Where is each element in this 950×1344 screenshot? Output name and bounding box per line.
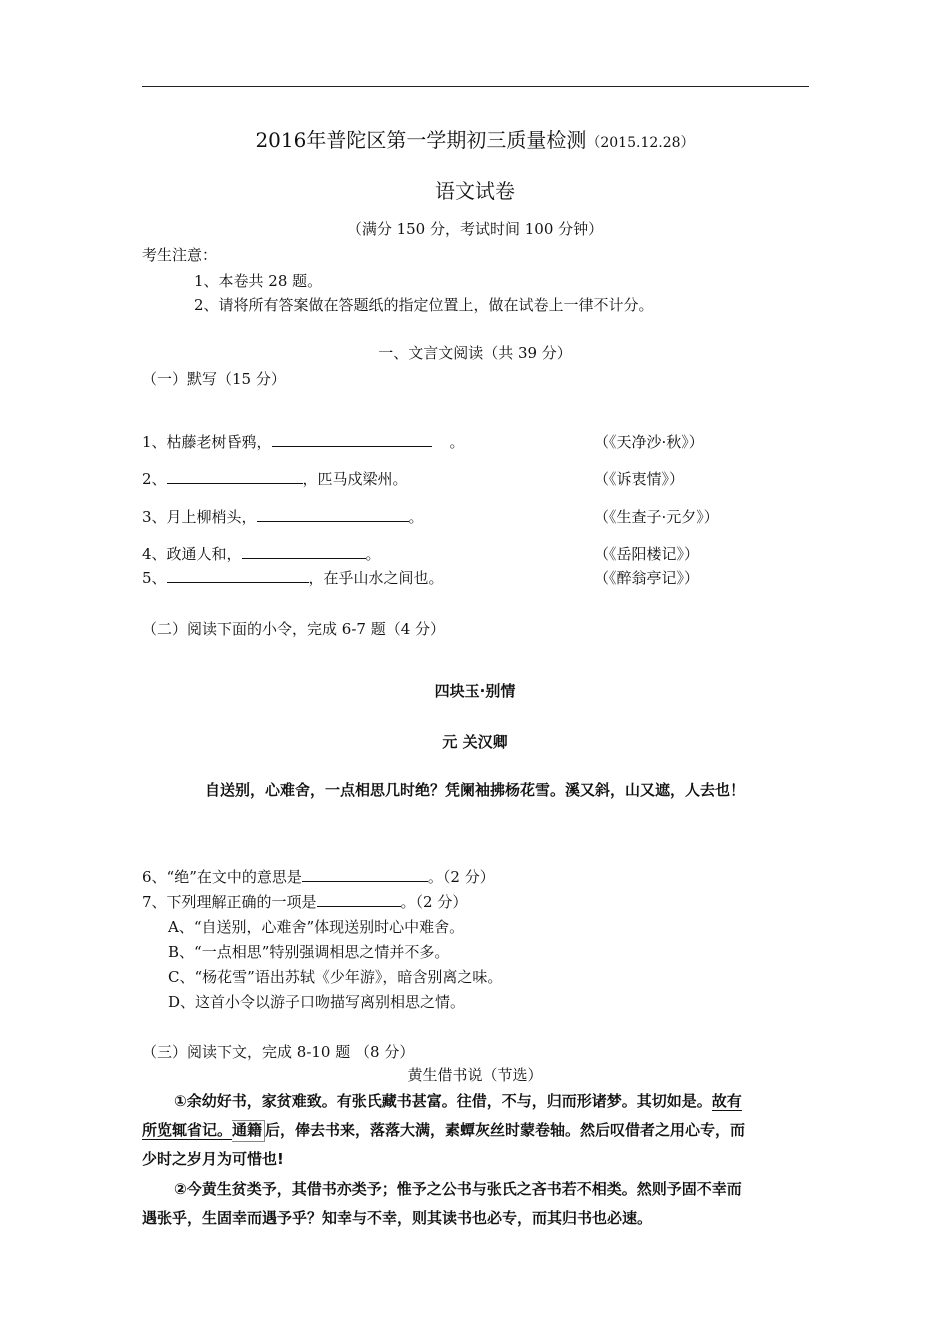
- q7-option-b: B、“一点相思”特别强调相思之情并不多。: [168, 943, 450, 961]
- p1-text-a: ①余幼好书，家贫难致。有张氏藏书甚富。往借，不与，归而形诸梦。其切如是。: [174, 1092, 712, 1110]
- q4-suffix: 。: [365, 545, 381, 563]
- passage-p1-line2: [142, 1119, 745, 1140]
- q1-suffix: 。: [449, 433, 465, 451]
- poem-title: 四块玉·别情: [434, 682, 516, 700]
- question-4: [142, 543, 381, 564]
- q4-prefix: 4、政通人和，: [142, 545, 242, 563]
- q4-source: （《岳阳楼记》）: [594, 545, 700, 563]
- q7-suffix: 。（2 分）: [400, 893, 468, 911]
- q2-prefix: 2、: [142, 470, 167, 488]
- q6-answer-blank[interactable]: [302, 866, 428, 882]
- q5-answer-blank[interactable]: [167, 567, 309, 583]
- q7-option-d: D、这首小令以游子口吻描写离别相思之情。: [168, 993, 466, 1011]
- exam-date: （2015.12.28）: [586, 135, 695, 151]
- question-6: [142, 866, 495, 887]
- q1-source: （《天净沙·秋》）: [594, 433, 704, 451]
- p1-boxed-term: 通籍: [232, 1120, 265, 1142]
- q2-source: （《诉衷情》）: [594, 470, 685, 488]
- q3-prefix: 3、月上柳梢头，: [142, 508, 257, 526]
- q6-prefix: 6、“绝”在文中的意思是: [142, 868, 302, 886]
- exam-subject: 语文试卷: [435, 179, 515, 203]
- part1-heading: （一）默写（15 分）: [142, 370, 286, 388]
- q5-suffix: ，在乎山水之间也。: [308, 569, 444, 587]
- exam-title: [0, 124, 950, 153]
- passage-p1-line3: 少时之岁月为可惜也!: [142, 1150, 284, 1168]
- header-rule: [142, 86, 809, 87]
- exam-title-text: 2016年普陀区第一学期初三质量检测: [255, 128, 587, 152]
- q3-suffix: 。: [408, 508, 424, 526]
- passage-title: 黄生借书说（节选）: [407, 1066, 543, 1084]
- q2-suffix: ，匹马戍梁州。: [302, 470, 408, 488]
- q7-prefix: 7、下列理解正确的一项是: [142, 893, 317, 911]
- q7-answer-blank[interactable]: [317, 891, 401, 907]
- q5-source: （《醉翁亭记》）: [594, 569, 700, 587]
- part2-heading: （二）阅读下面的小令，完成 6-7 题（4 分）: [142, 620, 446, 638]
- q7-option-a: A、“自送别，心难舍”体现送别时心中难舍。: [168, 918, 465, 936]
- notice-label: 考生注意：: [142, 246, 218, 264]
- question-7: [142, 891, 467, 912]
- q5-prefix: 5、: [142, 569, 167, 587]
- q7-option-c: C、“杨花雪”语出苏轼《少年游》，暗含别离之味。: [168, 968, 503, 986]
- question-3: [142, 506, 424, 527]
- p1-underline-2: 所览辄省记。: [142, 1121, 233, 1139]
- question-1: [142, 431, 465, 452]
- notice-item-2: 2、请将所有答案做在答题纸的指定位置上，做在试卷上一律不计分。: [194, 296, 654, 314]
- passage-p1-line1: [174, 1090, 742, 1111]
- notice-item-1: 1、本卷共 28 题。: [194, 272, 323, 290]
- passage-p2-line2: 遇张乎，生固幸而遇予乎？知幸与不幸，则其读书也必专，而其归书也必速。: [142, 1209, 653, 1227]
- part3-heading: （三）阅读下文，完成 8-10 题 （8 分）: [142, 1043, 415, 1061]
- q6-suffix: 。（2 分）: [427, 868, 495, 886]
- question-2: [142, 468, 408, 489]
- poem-text: 自送别，心难舍，一点相思几时绝？凭阑袖拂杨花雪。溪又斜，山又遮，人去也！: [204, 781, 745, 799]
- q4-answer-blank[interactable]: [242, 543, 366, 559]
- q1-prefix: 1、枯藤老树昏鸦，: [142, 433, 272, 451]
- q3-source: （《生查子·元夕》）: [594, 508, 719, 526]
- p1-text-b: 后，俸去书来，落落大满，素蟫灰丝时蒙卷轴。然后叹借者之用心专，而: [265, 1121, 746, 1139]
- q3-answer-blank[interactable]: [257, 506, 409, 522]
- p1-underline-1: 故有: [711, 1092, 742, 1110]
- passage-p2-line1: ②今黄生贫类予，其借书亦类予；惟予之公书与张氏之吝书若不相类。然则予固不幸而: [174, 1180, 742, 1198]
- q1-answer-blank[interactable]: [272, 431, 432, 447]
- q2-answer-blank[interactable]: [167, 468, 303, 484]
- exam-meta: （满分 150 分，考试时间 100 分钟）: [346, 220, 604, 238]
- section1-heading: 一、文言文阅读（共 39 分）: [378, 344, 572, 362]
- question-5: [142, 567, 444, 588]
- poem-author: 元 关汉卿: [442, 733, 508, 751]
